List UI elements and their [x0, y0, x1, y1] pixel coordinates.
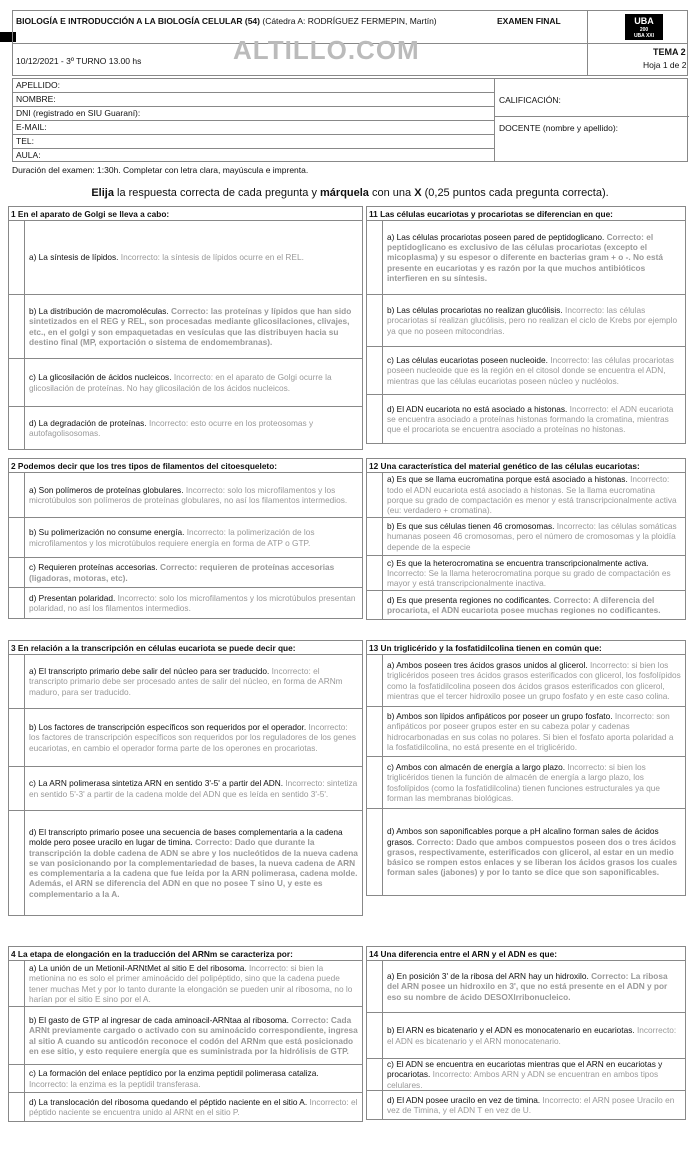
answer-option	[367, 1059, 685, 1091]
question-3	[8, 640, 363, 916]
answer-option	[367, 757, 685, 809]
exam-header	[12, 10, 688, 76]
option-text: a) Es que se llama eucromatina porque está asociado a histonas.	[387, 474, 628, 485]
option-text: c) Las células eucariotas poseen nucleoide.	[387, 355, 548, 366]
answer-checkbox[interactable]	[9, 473, 25, 517]
option-text: b) La distribución de macromoléculas.	[29, 305, 169, 316]
answer-checkbox[interactable]	[9, 558, 25, 587]
option-text: d) La translocación del ribosoma quedando el péptido naciente en el sitio A.	[29, 1096, 308, 1107]
answer-checkbox[interactable]	[9, 811, 25, 915]
incorrect-feedback: Incorrecto: Ambos ARN y ADN se encuentran en ambos tipos celulares.	[387, 1069, 659, 1090]
question-title: 13 Un triglicérido y la fosfatidilcolina tienen en común que:	[367, 641, 685, 655]
answer-checkbox[interactable]	[9, 1065, 25, 1092]
question-4	[8, 946, 363, 1122]
correct-feedback: Correcto: las proteínas y lípidos que han sido sintetizados en el REG y REL, son procesadas mediante glicosilaciones, clivajes, etc., en el golgi y son empaquetadas en vesículas que las distribuyen hacia su destino final (MP, exportación o sistema de endomembranas).	[29, 305, 352, 347]
answer-option	[367, 556, 685, 591]
incorrect-feedback: Incorrecto: el péptido naciente se encuentra unido al ARNt en el sitio P.	[29, 1096, 358, 1117]
option-text: d) El transcripto primario posee una secuencia de bases complementaria a la cadena molde pero posee uracilo en lugar de timina.	[29, 826, 343, 848]
answer-checkbox[interactable]	[367, 518, 383, 555]
question-7	[366, 640, 686, 896]
answer-checkbox[interactable]	[9, 588, 25, 618]
option-text: a) La síntesis de lípidos.	[29, 252, 119, 263]
correct-feedback: Correcto: Cada ARNt previamente cargado o activado con su aminoácido correspondiente, ingresa al sitio A cuando su anticodón reconoce el codón del ARNm que está posicionado en ese sitio, y esto requiere energía que es suministrada por la hidrólisis de GTP.	[29, 1014, 358, 1056]
answer-checkbox[interactable]	[367, 473, 383, 517]
incorrect-feedback: Incorrecto: en el aparato de Golgi ocurre la glicosilación de proteínas. No hay glicosilación de los ácidos nucleicos.	[29, 372, 332, 393]
answer-checkbox[interactable]	[367, 655, 383, 706]
incorrect-feedback: Incorrecto: sintetiza en sentido 5'-3' a partir de la cadena molde del ADN que es leída en sentido 3'-5'.	[29, 778, 358, 799]
option-text: d) La degradación de proteínas.	[29, 417, 147, 428]
answer-option	[9, 518, 362, 558]
answer-option	[367, 1091, 685, 1119]
answer-option	[9, 767, 362, 811]
answer-option	[9, 558, 362, 588]
answer-option	[9, 709, 362, 767]
answer-option	[9, 1065, 362, 1093]
answer-checkbox[interactable]	[9, 709, 25, 766]
answer-checkbox[interactable]	[367, 809, 383, 895]
answer-option	[9, 588, 362, 618]
answer-option	[9, 1093, 362, 1121]
incorrect-feedback: Incorrecto: si bien los triglicéridos poseen tres ácidos grasos esterificados con glicerol, los fosfolípidos como la fosfatidilcolina poseen dos ácidos grasos esterificados con glicerol, mientras que el tercer hidroxilo posee un grupo fosfato y en este caso colina.	[387, 659, 681, 701]
answer-option	[367, 295, 685, 347]
calificacion-field: CALIFICACIÓN:	[495, 79, 689, 117]
answer-option	[367, 809, 685, 895]
question-title: 4 La etapa de elongación en la traducción del ARNm se caracteriza por:	[9, 947, 362, 961]
incorrect-feedback: Incorrecto: las células procariotas sí realizan glucólisis, pero no realizan el ciclo de Krebs por ejemplo ya que no poseen mitocondrias.	[387, 305, 678, 336]
option-text: d) El ADN posee uracilo en vez de timina.	[387, 1094, 541, 1105]
field-dni[interactable]: DNI (registrado en SIU Guaraní):	[13, 107, 494, 121]
answer-checkbox[interactable]	[9, 407, 25, 449]
option-text: c) La glicosilación de ácidos nucleicos.	[29, 372, 172, 383]
option-text: b) Las células procariotas no realizan glucólisis.	[387, 305, 563, 316]
question-2	[8, 458, 363, 619]
answer-option	[9, 961, 362, 1007]
option-text: b) El ARN es bicatenario y el ADN es monocatenario en eucariotas.	[387, 1025, 635, 1036]
option-text: a) Las células procariotas poseen pared de peptidoglicano.	[387, 231, 605, 242]
option-text: a) En posición 3' de la ribosa del ARN hay un hidroxilo.	[387, 971, 589, 982]
incorrect-feedback: Incorrecto: solo los microfilamentos y los microtúbulos son polímeros de proteínas globulares, no así los filamentos intermedios.	[29, 484, 348, 505]
question-title: 11 Las células eucariotas y procariotas se diferencian en que:	[367, 207, 685, 221]
field-tel[interactable]: TEL:	[13, 135, 494, 149]
correct-feedback: Correcto: Dado que durante la transcripción la doble cadena de ADN se abre y los nucleótidos de la nueva cadena se van posicionando por la complementariedad de bases, la nueva cadena de ARN es complementaria a la cadena que fue leída por la ARN polimerasa, cadena molde. Además, el ARN se diferencia del ADN en que no posee T sino U, y este es complementario a la A.	[29, 837, 358, 899]
option-text: b) Ambos son lípidos anfipáticos por poseer un grupo fosfato.	[387, 710, 613, 721]
answer-checkbox[interactable]	[9, 655, 25, 708]
instructions: Elija la respuesta correcta de cada pregunta y márquela con una X (0,25 puntos cada pregunta correcta).	[91, 187, 609, 199]
incorrect-feedback: Incorrecto: el ADN es bicatenario y el ARN monocatenario.	[387, 1025, 677, 1046]
option-text: b) Su polimerización no consume energía.	[29, 527, 185, 538]
tema-label: TEMA 2	[653, 47, 686, 57]
correct-feedback: Correcto: A diferencia del procariota, el ADN eucariota posee muchas regiones no codificantes.	[387, 594, 661, 615]
option-text: b) El gasto de GTP al ingresar de cada aminoacil-ARNtaa al ribosoma.	[29, 1014, 289, 1025]
answer-checkbox[interactable]	[367, 1013, 383, 1058]
answer-checkbox[interactable]	[367, 347, 383, 394]
option-text: c) Requieren proteínas accesorias.	[29, 562, 158, 573]
answer-checkbox[interactable]	[367, 295, 383, 346]
incorrect-feedback: Incorrecto: si bien los triglicéridos tienen la función de almacén de energía a largo plazo, los fosfolípidos (como la fosfatidilcolina) tienen funciones estructurales ya que forman las membranas biológicas.	[387, 761, 661, 803]
incorrect-feedback: Incorrecto: todo el ADN eucariota está asociado a histonas. Se la llama eucromatina porque su grado de compactación es menor y está transcripcionalmente activa (eu: verdadero + cromatina).	[387, 474, 677, 516]
answer-option	[367, 221, 685, 295]
answer-checkbox[interactable]	[367, 961, 383, 1012]
option-text: b) Los factores de transcripción específicos son requeridos por el operador.	[29, 722, 307, 733]
incorrect-feedback: Incorrecto: los factores de transcripción específicos son requeridos por los reguladores de los genes eucariotas, en cambio el operador forma parte de los operones en procariotas.	[29, 722, 356, 753]
answer-checkbox[interactable]	[9, 961, 25, 1006]
answer-option	[367, 473, 685, 518]
answer-checkbox[interactable]	[9, 767, 25, 810]
answer-option	[9, 1007, 362, 1065]
option-text: c) Es que la heterocromatina se encuentra transcripcionalmente activa.	[387, 557, 649, 568]
answer-option	[367, 961, 685, 1013]
question-title: 12 Una característica del material genético de las células eucariotas:	[367, 459, 685, 473]
answer-checkbox[interactable]	[367, 556, 383, 590]
option-text: b) Es que sus células tienen 46 cromosomas.	[387, 521, 555, 532]
option-text: c) La formación del enlace peptídico por la enzima peptidil polimerasa cataliza.	[29, 1068, 319, 1079]
incorrect-feedback: Incorrecto: esto ocurre en los proteosomas y autofagolisosomas.	[29, 417, 314, 438]
incorrect-feedback: Incorrecto: son anfipáticos por poseer grupos ester en su cabeza polar y cadenas hidrocarbonadas en sus colas no polares. Si bien el fosfato aporta polaridad a la fosfatidilcolina, no está presente en el triglicérido.	[387, 710, 674, 752]
answer-option	[367, 707, 685, 757]
incorrect-feedback: Incorrecto: la síntesis de lípidos ocurre en el REL.	[120, 252, 304, 263]
option-text: c) La ARN polimerasa sintetiza ARN en sentido 3'-5' a partir del ADN.	[29, 778, 284, 789]
answer-option	[367, 655, 685, 707]
option-text: d) El ADN eucariota no está asociado a histonas.	[387, 403, 568, 414]
option-text: a) Ambos poseen tres ácidos grasos unidos al glicerol.	[387, 659, 588, 670]
answer-checkbox[interactable]	[367, 395, 383, 443]
incorrect-feedback: Incorrecto: solo los microfilamentos y los microtúbulos presentan polaridad, no así los filamentos intermedios.	[29, 592, 356, 613]
field-email[interactable]: E-MAIL:	[13, 121, 494, 135]
incorrect-feedback: Incorrecto: la enzima es la peptidil transferasa.	[29, 1078, 201, 1089]
question-1	[8, 206, 363, 450]
answer-checkbox[interactable]	[9, 221, 25, 294]
option-text: a) La unión de un Metionil-ARNtMet al sitio E del ribosoma.	[29, 962, 247, 973]
answer-option	[367, 395, 685, 443]
answer-option	[9, 359, 362, 407]
incorrect-feedback: Incorrecto: el ADN eucariota se encuentra asociado a proteínas histonas formando la cromatina, mientras que el procariota se encuentra asociado a proteínas no histonas.	[387, 403, 674, 435]
student-info-box	[12, 78, 688, 162]
uba-logo: UBA 200 UBA XXI	[625, 14, 663, 40]
answer-checkbox[interactable]	[367, 221, 383, 294]
incorrect-feedback: Incorrecto: el ARN posee Uracilo en vez de Timina, y el ADN T en vez de U.	[387, 1094, 675, 1115]
correct-feedback: Correcto: requieren de proteínas accesorias (ligadoras, motoras, etc).	[29, 562, 335, 583]
incorrect-feedback: Incorrecto: la polimerización de los microfilamentos y los microtúbulos requiere energía en forma de ATP o GTP.	[29, 527, 315, 548]
answer-option	[9, 295, 362, 359]
answer-checkbox[interactable]	[367, 1059, 383, 1090]
answer-option	[367, 347, 685, 395]
question-8	[366, 946, 686, 1120]
question-5	[366, 206, 686, 444]
option-text: a) Son polímeros de proteínas globulares.	[29, 484, 184, 495]
answer-checkbox[interactable]	[9, 1093, 25, 1121]
incorrect-feedback: Incorrecto: el transcripto primario debe ser procesado antes de salir del núcleo, en forma de ARNm maduro, para ser traducido.	[29, 666, 343, 697]
answer-checkbox[interactable]	[9, 518, 25, 557]
watermark: ALTILLO.COM	[233, 35, 420, 65]
field-nombre[interactable]: NOMBRE:	[13, 93, 494, 107]
question-title: 2 Podemos decir que los tres tipos de filamentos del citoesqueleto:	[9, 459, 362, 473]
correct-feedback: Correcto: La ribosa del ARN posee un hidroxilo en 3', que no está presente en el ADN y por eso su nombre de ácido DESOXIrribonucleico.	[387, 971, 668, 1002]
answer-checkbox[interactable]	[9, 295, 25, 358]
answer-option	[367, 518, 685, 556]
course-title: BIOLOGÍA E INTRODUCCIÓN A LA BIOLOGÍA CELULAR (54) (Cátedra A: RODRÍGUEZ FERMEPIN, Martín)	[16, 16, 437, 26]
docente-field: DOCENTE (nombre y apellido):	[499, 123, 619, 133]
incorrect-feedback: Incorrecto: las células somáticas humanas poseen 46 cromosomas, pero el número de cromosomas y la ploidía depende de la especie	[387, 521, 677, 552]
question-6	[366, 458, 686, 620]
answer-option	[9, 473, 362, 518]
correct-feedback: Correcto: Dado que ambos compuestos poseen dos o tres ácidos grasos, respectivamente, esterificados con glicerol, al estar en un medio básico se rompen estos enlaces y se liberan los ácidos grasos los cuales forman sales (jabones) y por lo tanto se dice que son saponificables.	[387, 836, 678, 878]
field-apellido[interactable]: APELLIDO:	[13, 79, 494, 93]
option-text: c) El ADN se encuentra en eucariotas mientras que el ARN en eucariotas y procariotas.	[387, 1059, 663, 1080]
option-text: d) Es que presenta regiones no codificantes.	[387, 594, 552, 605]
answer-checkbox[interactable]	[367, 707, 383, 756]
answer-checkbox[interactable]	[367, 591, 383, 619]
answer-checkbox[interactable]	[367, 757, 383, 808]
option-text: d) Presentan polaridad.	[29, 592, 116, 603]
question-title: 3 En relación a la transcripción en células eucariota se puede decir que:	[9, 641, 362, 655]
answer-option	[367, 1013, 685, 1059]
correct-feedback: Correcto: el peptidoglicano es exclusivo de las células procariotas (excepto el micoplasma) y su espesor o diferente en bacterias gram + o -. No está presente en eucariotas y es razón por la que muchos antibióticos interfieren en su síntesis.	[387, 231, 663, 283]
incorrect-feedback: Incorrecto: Se la llama heterocromatina porque su grado de compactación es mayor y está transcripcionalmente inactiva.	[387, 567, 671, 589]
question-title: 1 En el aparato de Golgi se lleva a cabo:	[9, 207, 362, 221]
answer-checkbox[interactable]	[367, 1091, 383, 1119]
option-text: a) El transcripto primario debe salir del núcleo para ser traducido.	[29, 666, 270, 677]
answer-option	[9, 407, 362, 449]
answer-option	[9, 811, 362, 915]
incorrect-feedback: Incorrecto: las células procariotas poseen nucleoide que es la región en el citosol donde se encuentra el ADN, mientras que las células eucariotas poseen núcleo y nucléolos.	[387, 355, 674, 386]
answer-checkbox[interactable]	[9, 1007, 25, 1064]
answer-option	[9, 655, 362, 709]
incorrect-feedback: Incorrecto: si bien la metionina no es solo el primer aminoácido del polipéptido, sino que la cadena puede tener muchas Met y por lo tanto durante la elongación se pueden unir al ribosoma, no lo harían por el sitio E sino por el A.	[29, 962, 353, 1004]
exam-type: EXAMEN FINAL	[497, 16, 561, 26]
option-text: d) Ambos son saponificables porque a pH alcalino forman sales de ácidos grasos.	[387, 826, 659, 847]
page-indicator: Hoja 1 de 2	[643, 60, 687, 70]
answer-checkbox[interactable]	[9, 359, 25, 406]
answer-option	[367, 591, 685, 619]
question-title: 14 Una diferencia entre el ARN y el ADN es que:	[367, 947, 685, 961]
option-text: c) Ambos con almacén de energía a largo plazo.	[387, 761, 566, 772]
answer-option	[9, 221, 362, 295]
field-aula[interactable]: AULA:	[16, 150, 41, 160]
exam-date: 10/12/2021 - 3º TURNO 13.00 hs	[16, 56, 142, 66]
exam-duration: Duración del examen: 1:30h. Completar con letra clara, mayúscula e imprenta.	[12, 165, 309, 175]
